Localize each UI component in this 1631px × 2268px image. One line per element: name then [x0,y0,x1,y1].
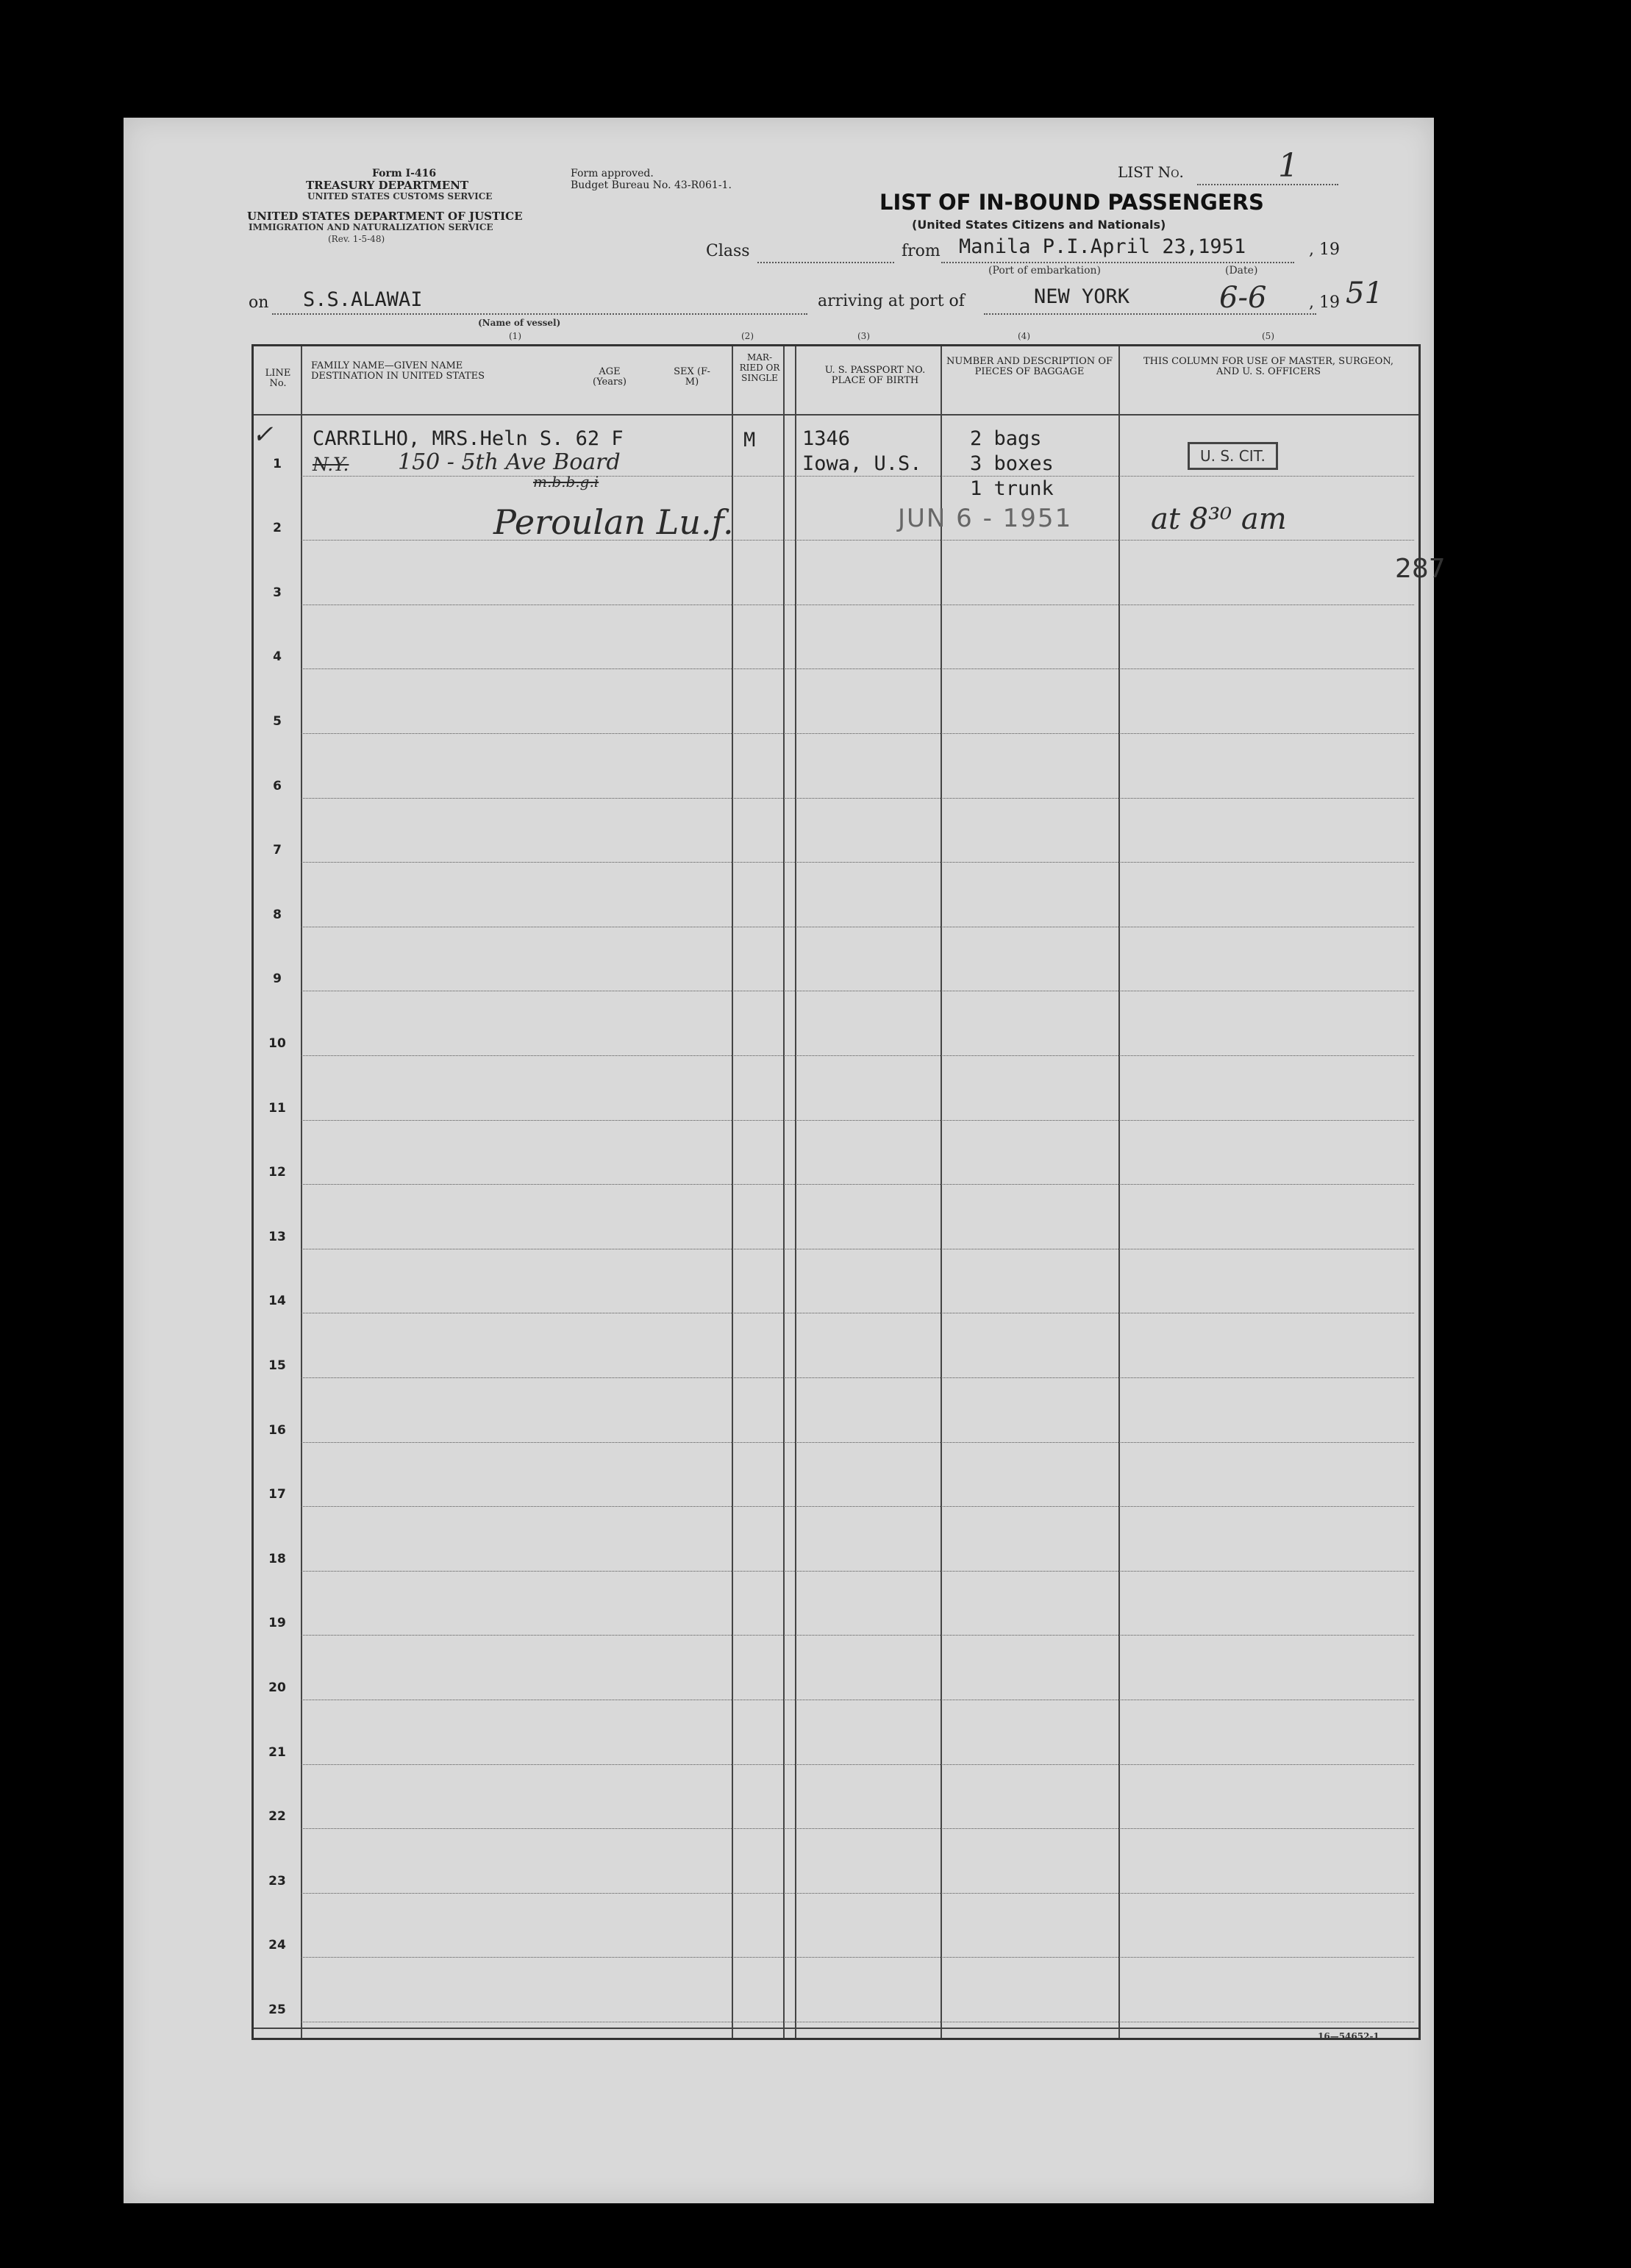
date-caption: (Date) [1225,265,1258,277]
list-number: 1 [1278,147,1299,185]
row-number: 11 [268,1100,286,1116]
handwritten-note: Peroulan Lu.f. [493,502,734,542]
table-row [301,798,1414,799]
page-subtitle: (United States Citizens and Nationals) [912,218,1166,232]
table-row [301,1442,1414,1443]
footer-code: 16—54652-1 [1318,2031,1380,2041]
form-approved: Form approved. [571,168,654,179]
table-row [301,668,1414,669]
row-number: 17 [268,1487,286,1502]
table-row [301,1893,1414,1894]
struck-annotation: m.b.b.g.i [533,473,599,491]
from-label: from [902,242,941,260]
on-label: on [249,293,269,312]
column-number-1: (1) [509,331,521,341]
column-number-4: (4) [1018,331,1030,341]
place-of-birth: Iowa, U.S. [802,452,922,475]
header-sex: SEX (F-M) [674,366,710,388]
treasury-dept: TREASURY DEPARTMENT [306,179,469,192]
port-caption: (Port of embarkation) [988,265,1101,277]
table-row [301,1635,1414,1636]
passenger-manifest-page [124,118,1446,2203]
date-stamp: JUN 6 - 1951 [898,504,1073,533]
table-row [301,1764,1414,1765]
header-married: MAR- RIED OR SINGLE [739,352,780,383]
column-number-3: (3) [857,331,870,341]
baggage-bags: 2 bags [970,427,1042,450]
table-row [301,733,1414,734]
row-number: 8 [273,907,282,922]
row-number: 25 [268,2003,286,2017]
column-number-5: (5) [1262,331,1274,341]
row-number: 21 [268,1744,286,1760]
row-number: 15 [268,1358,286,1373]
marital-status: M [743,429,756,452]
table-row [301,540,1414,541]
row-number: 2 [273,521,282,536]
header-name: FAMILY NAME—GIVEN NAME DESTINATION IN UNITED STATES [311,360,485,382]
table-row [301,1571,1414,1572]
table-row [301,1184,1414,1185]
header-passport: U. S. PASSPORT NO. PLACE OF BIRTH [824,365,926,386]
row-number: 9 [273,971,282,987]
port-of-embarkation: Manila P.I.April 23,1951 [959,235,1246,258]
row-number: 22 [268,1809,286,1825]
row-number: 13 [268,1229,286,1244]
budget-bureau: Budget Bureau No. 43-R061-1. [571,179,732,191]
vessel-caption: (Name of vessel) [478,318,561,328]
header-age: AGE (Years) [593,366,627,388]
reference-number: 287 [1395,554,1446,584]
vessel-name: S.S.ALAWAI [303,288,423,311]
justice-dept: UNITED STATES DEPARTMENT OF JUSTICE [247,210,523,223]
row-number: 14 [268,1294,286,1309]
header-baggage: NUMBER AND DESCRIPTION OF PIECES OF BAGGAGE [946,356,1113,377]
baggage-trunk: 1 trunk [970,477,1054,500]
passenger-table [251,344,1446,2040]
row-number: 5 [273,714,282,729]
check-mark: ✓ [252,420,274,449]
header-officers: THIS COLUMN FOR USE OF MASTER, SURGEON, AND U. S. OFFICERS [1143,356,1394,377]
year-prefix-2: , 19 [1309,293,1340,312]
column-number-2: (2) [741,331,754,341]
row-number: 19 [268,1616,286,1631]
table-row [301,476,1414,477]
row-number: 1 [273,456,282,471]
list-no-label: LIST No. [1118,163,1184,181]
passport-number: 1346 [802,427,851,450]
form-number: Form I-416 [372,168,437,179]
table-row [301,862,1414,863]
customs-service: UNITED STATES CUSTOMS SERVICE [307,191,493,202]
baggage-boxes: 3 boxes [970,452,1054,475]
table-row [301,1828,1414,1829]
table-row [301,1055,1414,1056]
row-number: 3 [273,585,282,600]
class-label: Class [706,242,750,260]
destination-struck: N.Y. [313,454,349,475]
table-row [301,1377,1414,1378]
table-row [301,1120,1414,1121]
row-number: 20 [268,1680,286,1695]
page-title: LIST OF IN-BOUND PASSENGERS [879,190,1264,215]
arrival-date: 6-6 [1219,281,1267,315]
table-row [301,1506,1414,1507]
citizen-stamp: U. S. CIT. [1188,442,1278,470]
row-number: 4 [273,649,282,665]
table-row [301,1957,1414,1958]
year-prefix: , 19 [1309,240,1340,259]
row-number: 10 [268,1036,286,1051]
arrival-year: 51 [1346,277,1383,310]
row-number: 12 [268,1165,286,1180]
row-number: 18 [268,1551,286,1566]
row-number: 6 [273,778,282,794]
revision-date: (Rev. 1-5-48) [328,234,385,244]
arrival-time-note: at 8³⁰ am [1151,502,1287,536]
row-number: 24 [268,1938,286,1953]
arrival-port: NEW YORK [1034,285,1130,308]
arriving-label: arriving at port of [818,292,965,310]
destination-address: 150 - 5th Ave Board [398,449,621,475]
row-number: 16 [268,1422,286,1438]
row-number: 23 [268,1873,286,1889]
header-line-no: LINE No. [265,368,291,389]
row-number: 7 [273,843,282,858]
passenger-name: CARRILHO, MRS.Heln S. 62 F [313,427,624,450]
immigration-service: IMMIGRATION AND NATURALIZATION SERVICE [249,222,493,232]
